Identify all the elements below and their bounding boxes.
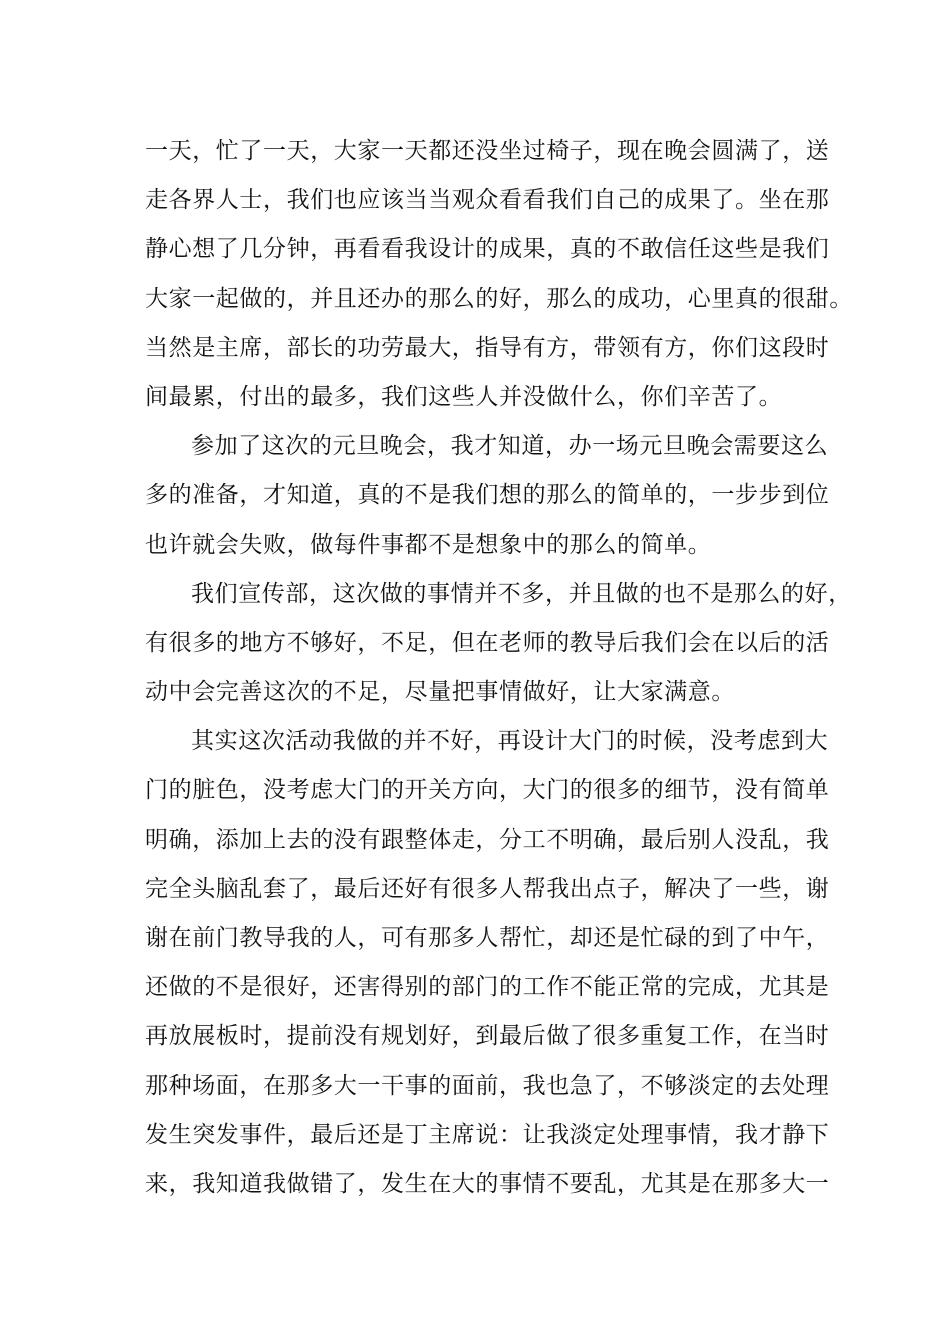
text-line-19: 再放展板时，提前没有规划好，到最后做了很多重复工作，在当时 [145, 1023, 830, 1050]
text-line-21: 发生突发事件，最后还是丁主席说：让我淡定处理事情，我才静下 [145, 1121, 830, 1148]
text-line-17: 谢在前门教导我的人，可有那多人帮忙，却还是忙碌的到了中午， [145, 925, 830, 951]
text-line-22: 来，我知道我做错了，发生在大的事情不要乱，尤其是在那多大一 [145, 1170, 830, 1197]
text-line-4: 大家一起做的，并且还办的那么的好，那么的成功，心里真的很甜。 [145, 285, 853, 312]
text-line-12: 动中会完善这次的不足，尽量把事情做好，让大家满意。 [145, 679, 735, 706]
text-line-7: 参加了这次的元旦晚会，我才知道，办一场元旦晚会需要这么 [191, 433, 829, 460]
text-line-16: 完全头脑乱套了，最后还好有很多人帮我出点子，解决了一些，谢 [145, 875, 830, 902]
text-line-8: 多的准备，才知道，真的不是我们想的那么的简单的，一步步到位 [145, 482, 830, 509]
text-line-5: 当然是主席，部长的功劳最大，指导有方，带领有方，你们这段时 [145, 334, 830, 361]
text-line-20: 那种场面，在那多大一干事的面前，我也急了，不够淡定的去处理 [145, 1072, 830, 1099]
text-line-11: 有很多的地方不够好，不足，但在老师的教导后我们会在以后的活 [145, 629, 830, 656]
text-line-13: 其实这次活动我做的并不好，再设计大门的时候，没考虑到大 [191, 728, 829, 755]
text-line-18: 还做的不是很好，还害得别的部门的工作不能正常的完成，尤其是 [145, 974, 830, 1001]
text-line-10: 我们宣传部，这次做的事情并不多，并且做的也不是那么的好， [191, 580, 852, 607]
text-line-15: 明确，添加上去的没有跟整体走，分工不明确，最后别人没乱，我 [145, 826, 830, 853]
text-line-6: 间最累，付出的最多，我们这些人并没做什么，你们辛苦了。 [145, 383, 783, 410]
text-line-9: 也许就会失败，做每件事都不是想象中的那么的简单。 [145, 531, 712, 558]
text-line-3: 静心想了几分钟，再看看我设计的成果，真的不敢信任这些是我们 [145, 236, 830, 263]
text-line-2: 走各界人士，我们也应该当当观众看看我们自己的成果了。坐在那 [145, 187, 830, 214]
text-line-14: 门的脏色，没考虑大门的开关方向，大门的很多的细节，没有简单 [145, 777, 830, 804]
body-text [145, 127, 853, 1209]
text-line-1: 一天，忙了一天，大家一天都还没坐过椅子，现在晚会圆满了，送 [145, 138, 830, 164]
